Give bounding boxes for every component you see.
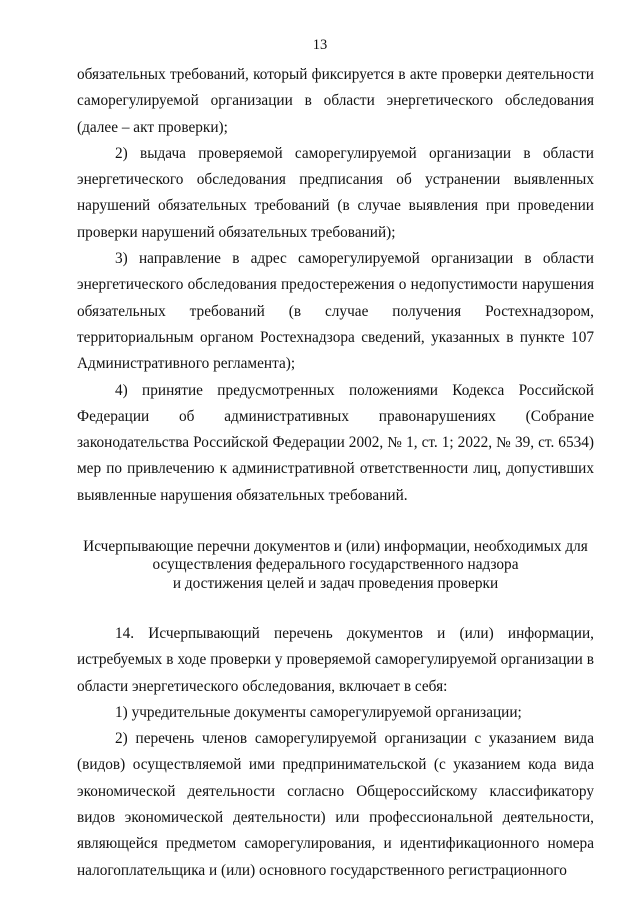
paragraph-p-item-2: 2) выдача проверяемой саморегулируемой организации в области энергетического обследования предписания об устранении выявленных нарушений обязательных требований (в случае выявления при проведении проверки нарушений обязательных требований); <box>77 144 594 241</box>
page-number: 13 <box>312 37 328 53</box>
heading-line-2: осуществления федерального государственного надзора <box>152 556 519 574</box>
heading-line-3: и достижения целей и задач проведения проверки <box>172 574 499 592</box>
section-heading <box>77 538 594 593</box>
paragraph-p-14-2: 2) перечень членов саморегулируемой организации с указанием вида (видов) осуществляемой ими предпринимательской (с указанием кода вида экономической деятельности согласно Общероссийскому классификатору видов экономической деятельности) или профессиональной деятельности, являющейся предметом саморегулирования, и идентификационного номера налогоплательщика и (или) основного государственного регистрационного <box>77 730 594 879</box>
paragraph-p-item-4: 4) принятие предусмотренных положениями Кодекса Российской Федерации об административных правонарушениях (Собрание законодательства Российской Федерации 2002, № 1, ст. 1; 2022, № 39, ст. 6534) мер по привлечению к административной ответственности лиц, допустивших выявленные нарушения обязательных требований. <box>77 381 594 504</box>
paragraphs-after <box>77 621 594 884</box>
paragraphs-before <box>77 62 594 509</box>
paragraph-p-14: 14. Исчерпывающий перечень документов и (или) информации, истребуемых в ходе проверки у проверяемой саморегулируемой организации в области энергетического обследования, включает в себя: <box>77 624 594 695</box>
paragraph-p-14-1: 1) учредительные документы саморегулируемой организации; <box>115 703 522 721</box>
heading-line-1: Исчерпывающие перечни документов и (или) информации, необходимых для <box>83 538 588 556</box>
paragraph-p-cont: обязательных требований, который фиксируется в акте проверки деятельности саморегулируемой организации в области энергетического обследования (далее – акт проверки); <box>77 66 594 136</box>
document-body <box>77 62 594 884</box>
paragraph-p-item-3: 3) направление в адрес саморегулируемой организации в области энергетического обследования предостережения о недопустимости нарушения обязательных требований (в случае получения Ростехнадзором, территориальным органом Ростехнадзора сведений, указанных в пункте 107 Административного регламента); <box>77 250 594 373</box>
